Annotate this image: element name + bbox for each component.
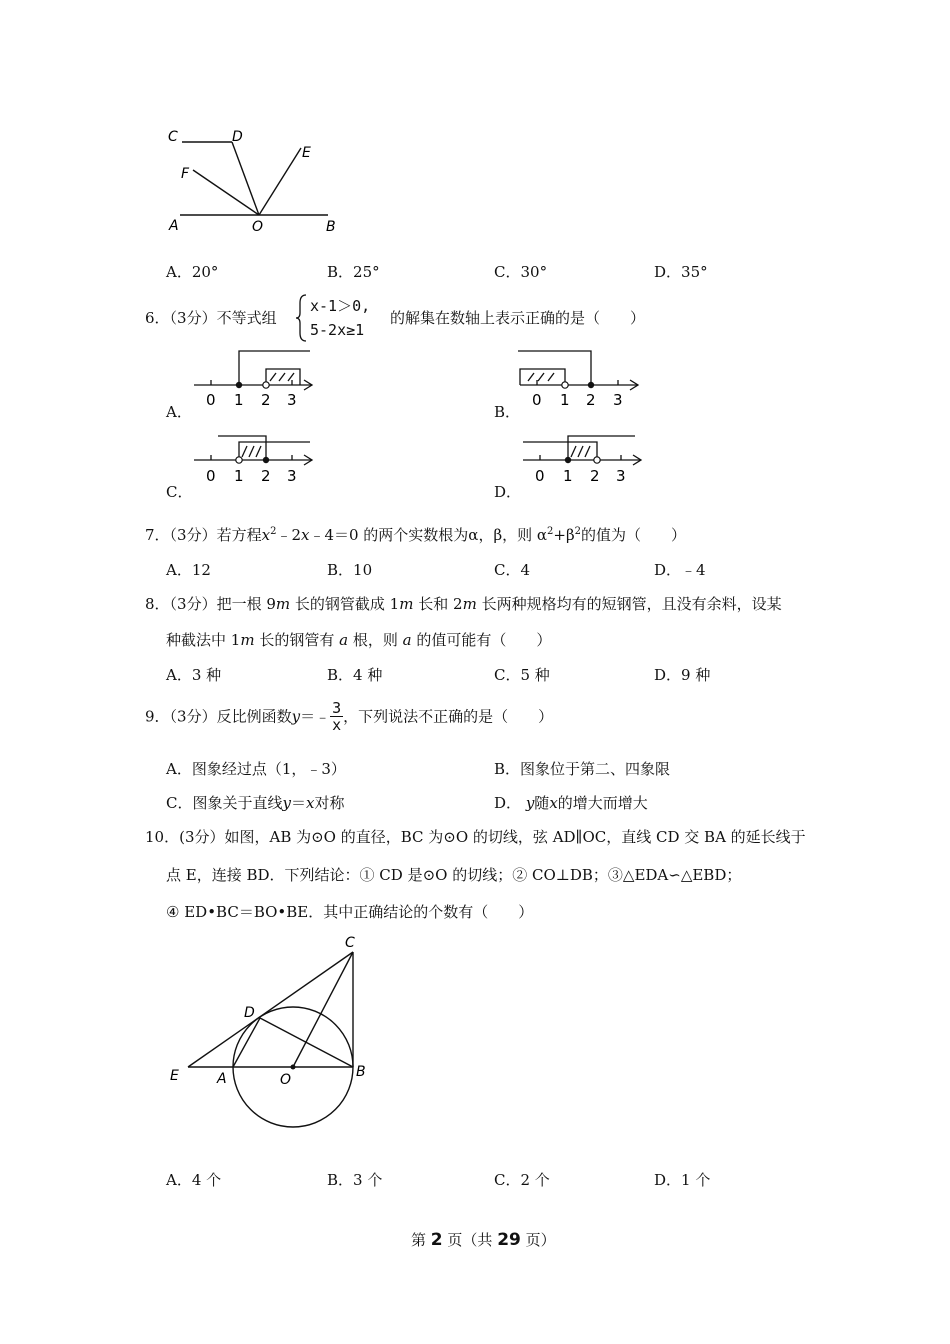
label-c: C: [168, 129, 178, 145]
q8-stem-line2: 种截法中 1m 长的钢管有 a 根，则 a 的值可能有（ ）: [166, 631, 552, 649]
q7-option-a[interactable]: A．12: [166, 561, 211, 579]
label-a: A: [169, 218, 179, 234]
page-total: 29: [497, 1230, 521, 1250]
q10-stem-line3: ④ ED•BC＝BO•BE．其中正确结论的个数有（ ）: [166, 903, 534, 921]
tick-2: 2: [261, 467, 271, 485]
label-e: E: [302, 145, 311, 161]
q10-option-b[interactable]: B．3 个: [327, 1171, 383, 1189]
q5-option-d[interactable]: D．35°: [654, 263, 708, 281]
tick-2: 2: [261, 391, 271, 409]
tick-0: 0: [535, 467, 545, 485]
q8-option-d[interactable]: D．9 种: [654, 666, 711, 684]
tick-1: 1: [563, 467, 573, 485]
q10-option-c[interactable]: C．2 个: [494, 1171, 550, 1189]
label-d: D: [232, 129, 243, 145]
q9-fraction: $\frac{3}{x}$: [332, 699, 342, 734]
label-o: O: [252, 219, 264, 235]
q8-option-c[interactable]: C．5 种: [494, 666, 550, 684]
q6-option-b-label[interactable]: B．: [494, 403, 521, 421]
label-c: C: [345, 935, 355, 951]
left-brace: [296, 293, 308, 343]
q10-option-d[interactable]: D．1 个: [654, 1171, 711, 1189]
page-number: 2: [430, 1230, 443, 1250]
q5-option-b[interactable]: B．25°: [327, 263, 380, 281]
q6-numberline-a[interactable]: [190, 345, 320, 410]
q6-option-c-label[interactable]: C．: [166, 483, 193, 501]
q6-suffix: 的解集在数轴上表示正确的是（ ）: [390, 309, 646, 327]
q10-stem-line2: 点 E，连接 BD．下列结论：① CD 是⊙O 的切线；② CO⊥DB；③△EDA∽△EBD；: [166, 866, 742, 884]
q6-option-d-label[interactable]: D．: [494, 483, 522, 501]
q5-option-c[interactable]: C．30°: [494, 263, 548, 281]
q8-stem-line1: 8．（3分）把一根 9m 长的钢管截成 1m 长和 2m 长两种规格均有的短钢管，且没有余料，设某: [145, 595, 782, 613]
tick-1: 1: [234, 391, 244, 409]
q8-option-b[interactable]: B．4 种: [327, 666, 383, 684]
tick-0: 0: [532, 391, 542, 409]
q9-option-a[interactable]: A．图象经过点（1，﹣3）: [166, 760, 346, 778]
label-b: B: [326, 219, 336, 235]
q7-stem: 7．（3分）若方程$x^2﹣2x﹣4=0$ 的两个实数根为α，β，则 $\alpha^2+\beta^2$的值为（ ）: [145, 526, 687, 544]
q9-option-b[interactable]: B．图象位于第二、四象限: [494, 760, 671, 778]
tick-3: 3: [287, 467, 297, 485]
q6-numberline-d[interactable]: [519, 428, 649, 488]
q7-option-c[interactable]: C．4: [494, 561, 531, 579]
q5-option-a[interactable]: A．20°: [166, 263, 219, 281]
tick-0: 0: [206, 391, 216, 409]
angle-figure: [160, 120, 360, 240]
q7-option-d[interactable]: D．﹣4: [654, 561, 706, 579]
label-d: D: [244, 1005, 255, 1021]
q6-inequality-2: 5-2x≥1: [310, 321, 365, 339]
q6-numberline-c[interactable]: [190, 428, 320, 488]
label-b: B: [356, 1064, 366, 1080]
label-f: F: [181, 166, 190, 182]
q10-stem-line1: 10．(3分）如图，AB 为⊙O 的直径，BC 为⊙O 的切线，弦 AD∥OC，直线 CD 交 BA 的延长线于: [145, 828, 806, 846]
tick-1: 1: [560, 391, 570, 409]
tick-3: 3: [613, 391, 623, 409]
q10-option-a[interactable]: A．4 个: [166, 1171, 222, 1189]
tick-3: 3: [616, 467, 626, 485]
tick-2: 2: [590, 467, 600, 485]
tick-3: 3: [287, 391, 297, 409]
q8-option-a[interactable]: A．3 种: [166, 666, 222, 684]
label-a: A: [217, 1071, 227, 1087]
page-footer: 第 2 页（共 29 页）: [411, 1230, 556, 1250]
label-o: O: [280, 1072, 292, 1088]
q6-prefix: 6．（3分）不等式组: [145, 309, 277, 327]
label-e: E: [170, 1068, 179, 1084]
q9-option-c[interactable]: C．图象关于直线y＝x对称: [166, 794, 345, 812]
tick-1: 1: [234, 467, 244, 485]
q6-option-a-label[interactable]: A．: [166, 403, 192, 421]
q6-inequality-1: x-1＞0,: [310, 297, 371, 315]
circle-tangent-figure: [160, 930, 380, 1140]
q7-option-b[interactable]: B．10: [327, 561, 373, 579]
q9-stem: 9．（3分）反比例函数y＝﹣ $\frac{3}{x}$ ，下列说法不正确的是（ ）: [145, 699, 554, 734]
tick-2: 2: [586, 391, 596, 409]
q9-option-d[interactable]: D． y随x的增大而增大: [494, 794, 648, 812]
q6-numberline-b[interactable]: [514, 345, 644, 410]
tick-0: 0: [206, 467, 216, 485]
